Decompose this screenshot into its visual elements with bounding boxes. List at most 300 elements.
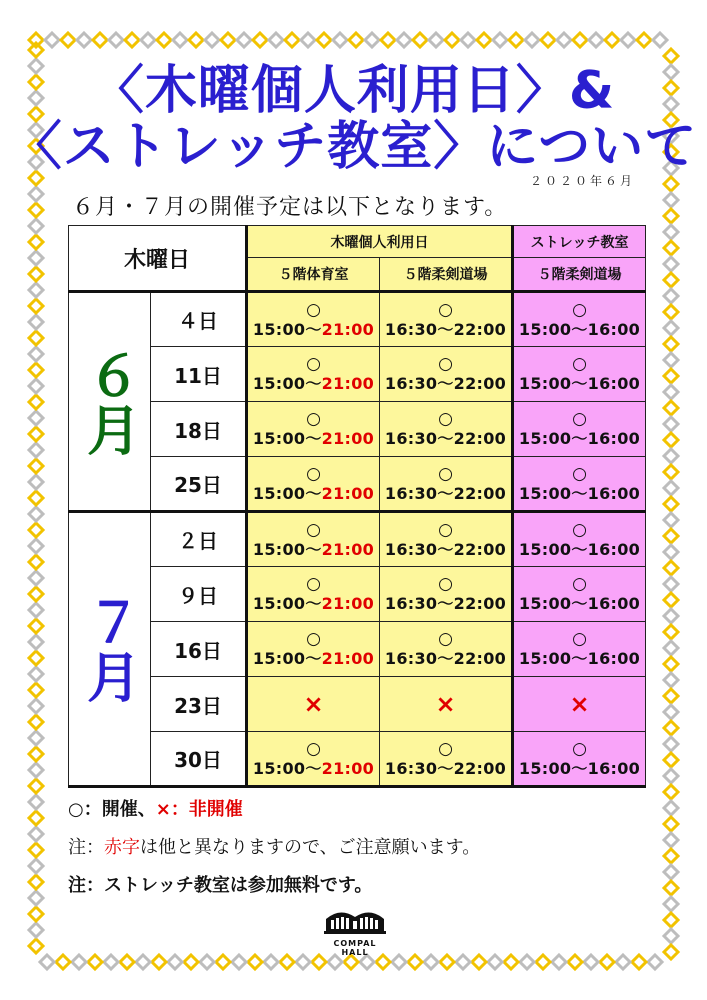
- border-diamond: [637, 33, 651, 47]
- border-diamond: [29, 587, 43, 601]
- time-range: [248, 594, 379, 614]
- border-diamond: [664, 225, 678, 239]
- day-cell: 18日: [151, 402, 247, 457]
- border-diamond: [664, 177, 678, 191]
- border-diamond: [664, 689, 678, 703]
- border-diamond: [248, 955, 262, 969]
- border-diamond: [29, 939, 43, 953]
- schedule-cell-stretch: [513, 732, 646, 787]
- border-diamond: [29, 299, 43, 313]
- day-cell: 30日: [151, 732, 247, 787]
- border-diamond: [29, 523, 43, 537]
- border-diamond: [664, 257, 678, 271]
- border-diamond: [664, 913, 678, 927]
- time-range: [248, 484, 379, 504]
- border-diamond: [664, 881, 678, 895]
- border-diamond: [461, 33, 475, 47]
- border-diamond: [664, 273, 678, 287]
- open-mark: ○: [438, 299, 453, 320]
- open-mark: ○: [572, 738, 587, 759]
- border-diamond: [493, 33, 507, 47]
- border-diamond: [664, 737, 678, 751]
- schedule-cell-gym: [247, 402, 380, 457]
- border-diamond: [664, 369, 678, 383]
- time-range: 16:30～22:00: [384, 539, 507, 559]
- border-diamond: [269, 33, 283, 47]
- note1-red-word: 赤字: [104, 837, 140, 858]
- border-diamond: [664, 321, 678, 335]
- open-mark: ○: [306, 629, 321, 649]
- border-diamond: [664, 657, 678, 671]
- border-diamond: [29, 699, 43, 713]
- time-range: [248, 649, 379, 669]
- border-diamond: [200, 955, 214, 969]
- border-diamond: [29, 667, 43, 681]
- border-diamond: [29, 539, 43, 553]
- border-diamond: [664, 449, 678, 463]
- border-diamond: [360, 955, 374, 969]
- border-diamond: [664, 593, 678, 607]
- border-diamond: [664, 625, 678, 639]
- time-range: 15:00～16:00: [518, 649, 641, 668]
- border-diamond: [29, 443, 43, 457]
- open-mark: ○: [306, 463, 321, 484]
- header-personal-use: 木曜個人利用日: [247, 226, 513, 258]
- border-diamond: [317, 33, 331, 47]
- border-diamond: [29, 843, 43, 857]
- open-mark: ○: [572, 354, 587, 374]
- border-diamond: [29, 747, 43, 761]
- border-diamond: [664, 241, 678, 255]
- closed-mark: ×: [569, 690, 590, 718]
- border-diamond: [173, 33, 187, 47]
- open-mark: ○: [438, 463, 453, 484]
- time-range: 16:30～22:00: [384, 594, 507, 613]
- note-free-class: 注：ストレッチ教室は参加無料です。: [68, 875, 373, 896]
- border-diamond: [253, 33, 267, 47]
- border-diamond: [221, 33, 235, 47]
- border-diamond: [664, 417, 678, 431]
- border-diamond: [440, 955, 454, 969]
- open-mark: ○: [438, 574, 453, 594]
- note1-suffix: は他と異なりますので、ご注意願います。: [140, 837, 481, 858]
- border-diamond: [632, 955, 646, 969]
- border-diamond: [29, 619, 43, 633]
- border-diamond: [141, 33, 155, 47]
- intro-text: ６月・７月の開催予定は以下となります。: [72, 195, 508, 220]
- border-diamond: [648, 955, 662, 969]
- border-diamond: [664, 385, 678, 399]
- border-diamond: [376, 955, 390, 969]
- schedule-cell-dojo: [380, 457, 513, 512]
- border-diamond: [29, 779, 43, 793]
- border-diamond: [280, 955, 294, 969]
- schedule-cell-dojo: [380, 567, 513, 622]
- schedule-cell-stretch: [513, 292, 646, 347]
- border-diamond: [477, 33, 491, 47]
- border-diamond: [605, 33, 619, 47]
- border-diamond: [664, 433, 678, 447]
- border-diamond: [232, 955, 246, 969]
- time-range: 15:00～16:00: [518, 483, 641, 503]
- border-diamond: [392, 955, 406, 969]
- schedule-cell-stretch: [513, 457, 646, 512]
- schedule-cell-stretch: [513, 512, 646, 567]
- table-row: [69, 347, 646, 402]
- border-diamond: [237, 33, 251, 47]
- border-diamond: [664, 673, 678, 687]
- border-diamond: [664, 465, 678, 479]
- issue-date: ２０２０年６月: [529, 174, 635, 188]
- schedule-cell-gym: [247, 622, 380, 677]
- open-mark: ○: [572, 574, 587, 594]
- time-start: 15:00～: [252, 649, 322, 668]
- border-diamond: [536, 955, 550, 969]
- time-range: [248, 429, 379, 449]
- border-diamond: [29, 427, 43, 441]
- border-diamond: [381, 33, 395, 47]
- border-diamond: [29, 219, 43, 233]
- border-diamond: [573, 33, 587, 47]
- border-diamond: [664, 529, 678, 543]
- day-cell: ４日: [151, 292, 247, 347]
- time-start: 15:00～: [252, 319, 322, 339]
- time-range: 15:00～16:00: [518, 429, 641, 448]
- border-diamond: [189, 33, 203, 47]
- compal-hall-building-icon: [324, 905, 386, 935]
- border-diamond: [568, 955, 582, 969]
- border-diamond: [157, 33, 171, 47]
- border-diamond: [29, 923, 43, 937]
- schedule-cell-gym: [247, 567, 380, 622]
- border-diamond: [29, 603, 43, 617]
- border-diamond: [216, 955, 230, 969]
- table-row: [69, 732, 646, 787]
- border-diamond: [616, 955, 630, 969]
- border-diamond: [29, 203, 43, 217]
- time-range: 15:00～16:00: [518, 594, 641, 613]
- note-red-text: [68, 833, 480, 859]
- border-diamond: [333, 33, 347, 47]
- open-mark: ○: [572, 519, 587, 540]
- border-diamond: [488, 955, 502, 969]
- border-diamond: [29, 763, 43, 777]
- closed-mark: ×: [435, 690, 456, 718]
- time-start: 15:00～: [252, 429, 322, 448]
- border-diamond: [344, 955, 358, 969]
- border-diamond: [104, 955, 118, 969]
- border-diamond: [29, 315, 43, 329]
- schedule-cell-closed: [247, 677, 380, 732]
- border-diamond: [664, 817, 678, 831]
- border-diamond: [93, 33, 107, 47]
- open-mark: ○: [306, 299, 321, 320]
- border-diamond: [29, 395, 43, 409]
- time-start: 15:00～: [252, 758, 322, 778]
- schedule-cell-stretch: [513, 402, 646, 457]
- time-end-red: 21:00: [321, 539, 375, 559]
- time-range: 15:00～16:00: [518, 539, 641, 559]
- schedule-cell-stretch: [513, 622, 646, 677]
- schedule-cell-closed: [513, 677, 646, 732]
- border-diamond: [621, 33, 635, 47]
- header-dojo: ５階柔剣道場: [380, 258, 513, 292]
- border-diamond: [664, 833, 678, 847]
- time-range: [248, 540, 379, 560]
- table-row: [69, 567, 646, 622]
- border-diamond: [109, 33, 123, 47]
- page-title-line2: 〈ストレッチ教室〉について: [9, 117, 698, 177]
- border-diamond: [664, 577, 678, 591]
- border-diamond: [136, 955, 150, 969]
- open-mark: ○: [438, 519, 453, 540]
- time-start: 15:00～: [252, 594, 322, 613]
- border-diamond: [429, 33, 443, 47]
- legend-open-label: ：開催、: [83, 799, 156, 820]
- header-thursday: 木曜日: [69, 226, 247, 292]
- border-diamond: [29, 331, 43, 345]
- border-diamond: [29, 555, 43, 569]
- header-stretch-dojo: ５階柔剣道場: [513, 258, 646, 292]
- open-mark: ○: [438, 354, 453, 374]
- day-cell: ９日: [151, 567, 247, 622]
- schedule-cell-dojo: [380, 732, 513, 787]
- schedule-cell-gym: [247, 512, 380, 567]
- day-cell: 16日: [151, 622, 247, 677]
- table-row: [69, 457, 646, 512]
- border-diamond: [29, 347, 43, 361]
- border-diamond: [29, 827, 43, 841]
- border-diamond: [584, 955, 598, 969]
- border-diamond: [472, 955, 486, 969]
- border-diamond: [296, 955, 310, 969]
- border-diamond: [77, 33, 91, 47]
- border-diamond: [45, 33, 59, 47]
- border-diamond: [29, 715, 43, 729]
- schedule-cell-gym: [247, 347, 380, 402]
- border-diamond: [29, 795, 43, 809]
- time-start: 15:00～: [252, 539, 322, 559]
- schedule-cell-gym: [247, 457, 380, 512]
- border-diamond: [664, 769, 678, 783]
- border-diamond: [557, 33, 571, 47]
- table-row: [69, 677, 646, 732]
- border-diamond: [664, 929, 678, 943]
- logo-text: COMPAL HALL: [333, 939, 377, 957]
- open-mark: ○: [438, 738, 453, 759]
- header-gym: ５階体育室: [247, 258, 380, 292]
- border-diamond: [29, 907, 43, 921]
- border-diamond: [664, 561, 678, 575]
- border-diamond: [445, 33, 459, 47]
- border-diamond: [365, 33, 379, 47]
- time-range: [248, 374, 379, 394]
- border-diamond: [664, 193, 678, 207]
- border-diamond: [29, 235, 43, 249]
- time-start: 15:00～: [252, 483, 322, 503]
- schedule-cell-closed: [380, 677, 513, 732]
- border-diamond: [29, 251, 43, 265]
- border-diamond: [29, 43, 43, 57]
- border-diamond: [520, 955, 534, 969]
- border-diamond: [664, 945, 678, 959]
- time-end-red: 21:00: [321, 758, 375, 778]
- day-cell: 23日: [151, 677, 247, 732]
- border-diamond: [509, 33, 523, 47]
- border-diamond: [264, 955, 278, 969]
- border-diamond: [29, 187, 43, 201]
- border-diamond: [664, 337, 678, 351]
- schedule-cell-dojo: [380, 512, 513, 567]
- border-diamond: [664, 897, 678, 911]
- border-diamond: [653, 33, 667, 47]
- border-diamond: [664, 609, 678, 623]
- border-diamond: [312, 955, 326, 969]
- border-diamond: [397, 33, 411, 47]
- open-mark: ○: [306, 519, 321, 540]
- border-diamond: [152, 955, 166, 969]
- border-diamond: [664, 305, 678, 319]
- border-diamond: [349, 33, 363, 47]
- border-diamond: [29, 363, 43, 377]
- compal-hall-logo: [320, 905, 390, 957]
- note1-prefix: 注：: [68, 837, 104, 858]
- schedule-cell-gym: [247, 292, 380, 347]
- time-range: 16:30～22:00: [384, 758, 507, 778]
- time-range: 15:00～16:00: [518, 374, 641, 393]
- header-stretch-class: ストレッチ教室: [513, 226, 646, 258]
- border-diamond: [664, 497, 678, 511]
- border-diamond: [664, 721, 678, 735]
- border-diamond: [29, 571, 43, 585]
- border-diamond: [600, 955, 614, 969]
- border-diamond: [424, 955, 438, 969]
- table-row: [69, 622, 646, 677]
- border-diamond: [29, 683, 43, 697]
- schedule-cell-dojo: [380, 292, 513, 347]
- time-start: 15:00～: [252, 374, 322, 393]
- closed-mark: ×: [303, 690, 324, 718]
- border-diamond: [664, 753, 678, 767]
- border-diamond: [408, 955, 422, 969]
- border-diamond: [664, 785, 678, 799]
- time-range: 15:00～16:00: [518, 758, 641, 778]
- border-diamond: [29, 859, 43, 873]
- border-diamond: [40, 955, 54, 969]
- time-range: [248, 320, 379, 340]
- day-cell: 11日: [151, 347, 247, 402]
- border-diamond: [664, 353, 678, 367]
- border-diamond: [29, 475, 43, 489]
- time-range: 15:00～16:00: [518, 319, 641, 339]
- legend: [68, 795, 243, 821]
- page-title-line1: 〈木曜個人利用日〉&: [91, 61, 616, 121]
- open-mark: ○: [572, 463, 587, 484]
- open-mark: ○: [306, 354, 321, 374]
- border-diamond: [56, 955, 70, 969]
- border-diamond: [541, 33, 555, 47]
- border-diamond: [29, 875, 43, 889]
- time-end-red: 21:00: [321, 429, 375, 448]
- border-diamond: [29, 731, 43, 745]
- border-diamond: [125, 33, 139, 47]
- time-range: 16:30～22:00: [384, 319, 507, 339]
- schedule-table: [68, 225, 646, 788]
- schedule-cell-stretch: [513, 347, 646, 402]
- border-diamond: [61, 33, 75, 47]
- border-diamond: [413, 33, 427, 47]
- border-diamond: [29, 891, 43, 905]
- border-diamond: [664, 513, 678, 527]
- day-cell: 25日: [151, 457, 247, 512]
- table-row: [69, 512, 646, 567]
- schedule-cell-dojo: [380, 402, 513, 457]
- day-cell: ２日: [151, 512, 247, 567]
- border-diamond: [205, 33, 219, 47]
- time-range: 16:30～22:00: [384, 429, 507, 448]
- open-mark: ○: [572, 629, 587, 649]
- border-diamond: [589, 33, 603, 47]
- border-diamond: [29, 379, 43, 393]
- time-end-red: 21:00: [321, 374, 375, 393]
- time-end-red: 21:00: [321, 594, 375, 613]
- border-diamond: [168, 955, 182, 969]
- month-label: ６月: [69, 292, 151, 512]
- border-diamond: [664, 481, 678, 495]
- border-diamond: [456, 955, 470, 969]
- schedule-cell-gym: [247, 732, 380, 787]
- open-mark: ○: [572, 409, 587, 429]
- month-label: ７月: [69, 512, 151, 787]
- time-range: [248, 759, 379, 779]
- border-diamond: [285, 33, 299, 47]
- table-row: [69, 402, 646, 457]
- time-end-red: 21:00: [321, 649, 375, 668]
- border-diamond: [29, 459, 43, 473]
- border-diamond: [29, 283, 43, 297]
- open-mark: ○: [306, 409, 321, 429]
- schedule-cell-dojo: [380, 347, 513, 402]
- border-diamond: [72, 955, 86, 969]
- border-diamond: [664, 641, 678, 655]
- border-diamond: [29, 651, 43, 665]
- border-diamond: [29, 411, 43, 425]
- border-diamond: [504, 955, 518, 969]
- border-diamond: [29, 811, 43, 825]
- border-diamond: [664, 705, 678, 719]
- schedule-cell-stretch: [513, 567, 646, 622]
- border-diamond: [120, 955, 134, 969]
- border-diamond: [525, 33, 539, 47]
- time-range: 16:30～22:00: [384, 649, 507, 668]
- table-row: [69, 292, 646, 347]
- legend-open-mark: ○: [68, 799, 84, 820]
- border-diamond: [29, 267, 43, 281]
- border-diamond: [664, 865, 678, 879]
- border-diamond: [664, 849, 678, 863]
- border-diamond: [29, 507, 43, 521]
- border-diamond: [664, 801, 678, 815]
- border-diamond: [328, 955, 342, 969]
- border-diamond: [301, 33, 315, 47]
- open-mark: ○: [306, 574, 321, 594]
- border-diamond: [664, 401, 678, 415]
- legend-closed-label: ：非開催: [170, 799, 243, 820]
- schedule-cell-dojo: [380, 622, 513, 677]
- border-diamond: [29, 635, 43, 649]
- time-end-red: 21:00: [321, 483, 375, 503]
- legend-closed-mark: ×: [155, 799, 171, 820]
